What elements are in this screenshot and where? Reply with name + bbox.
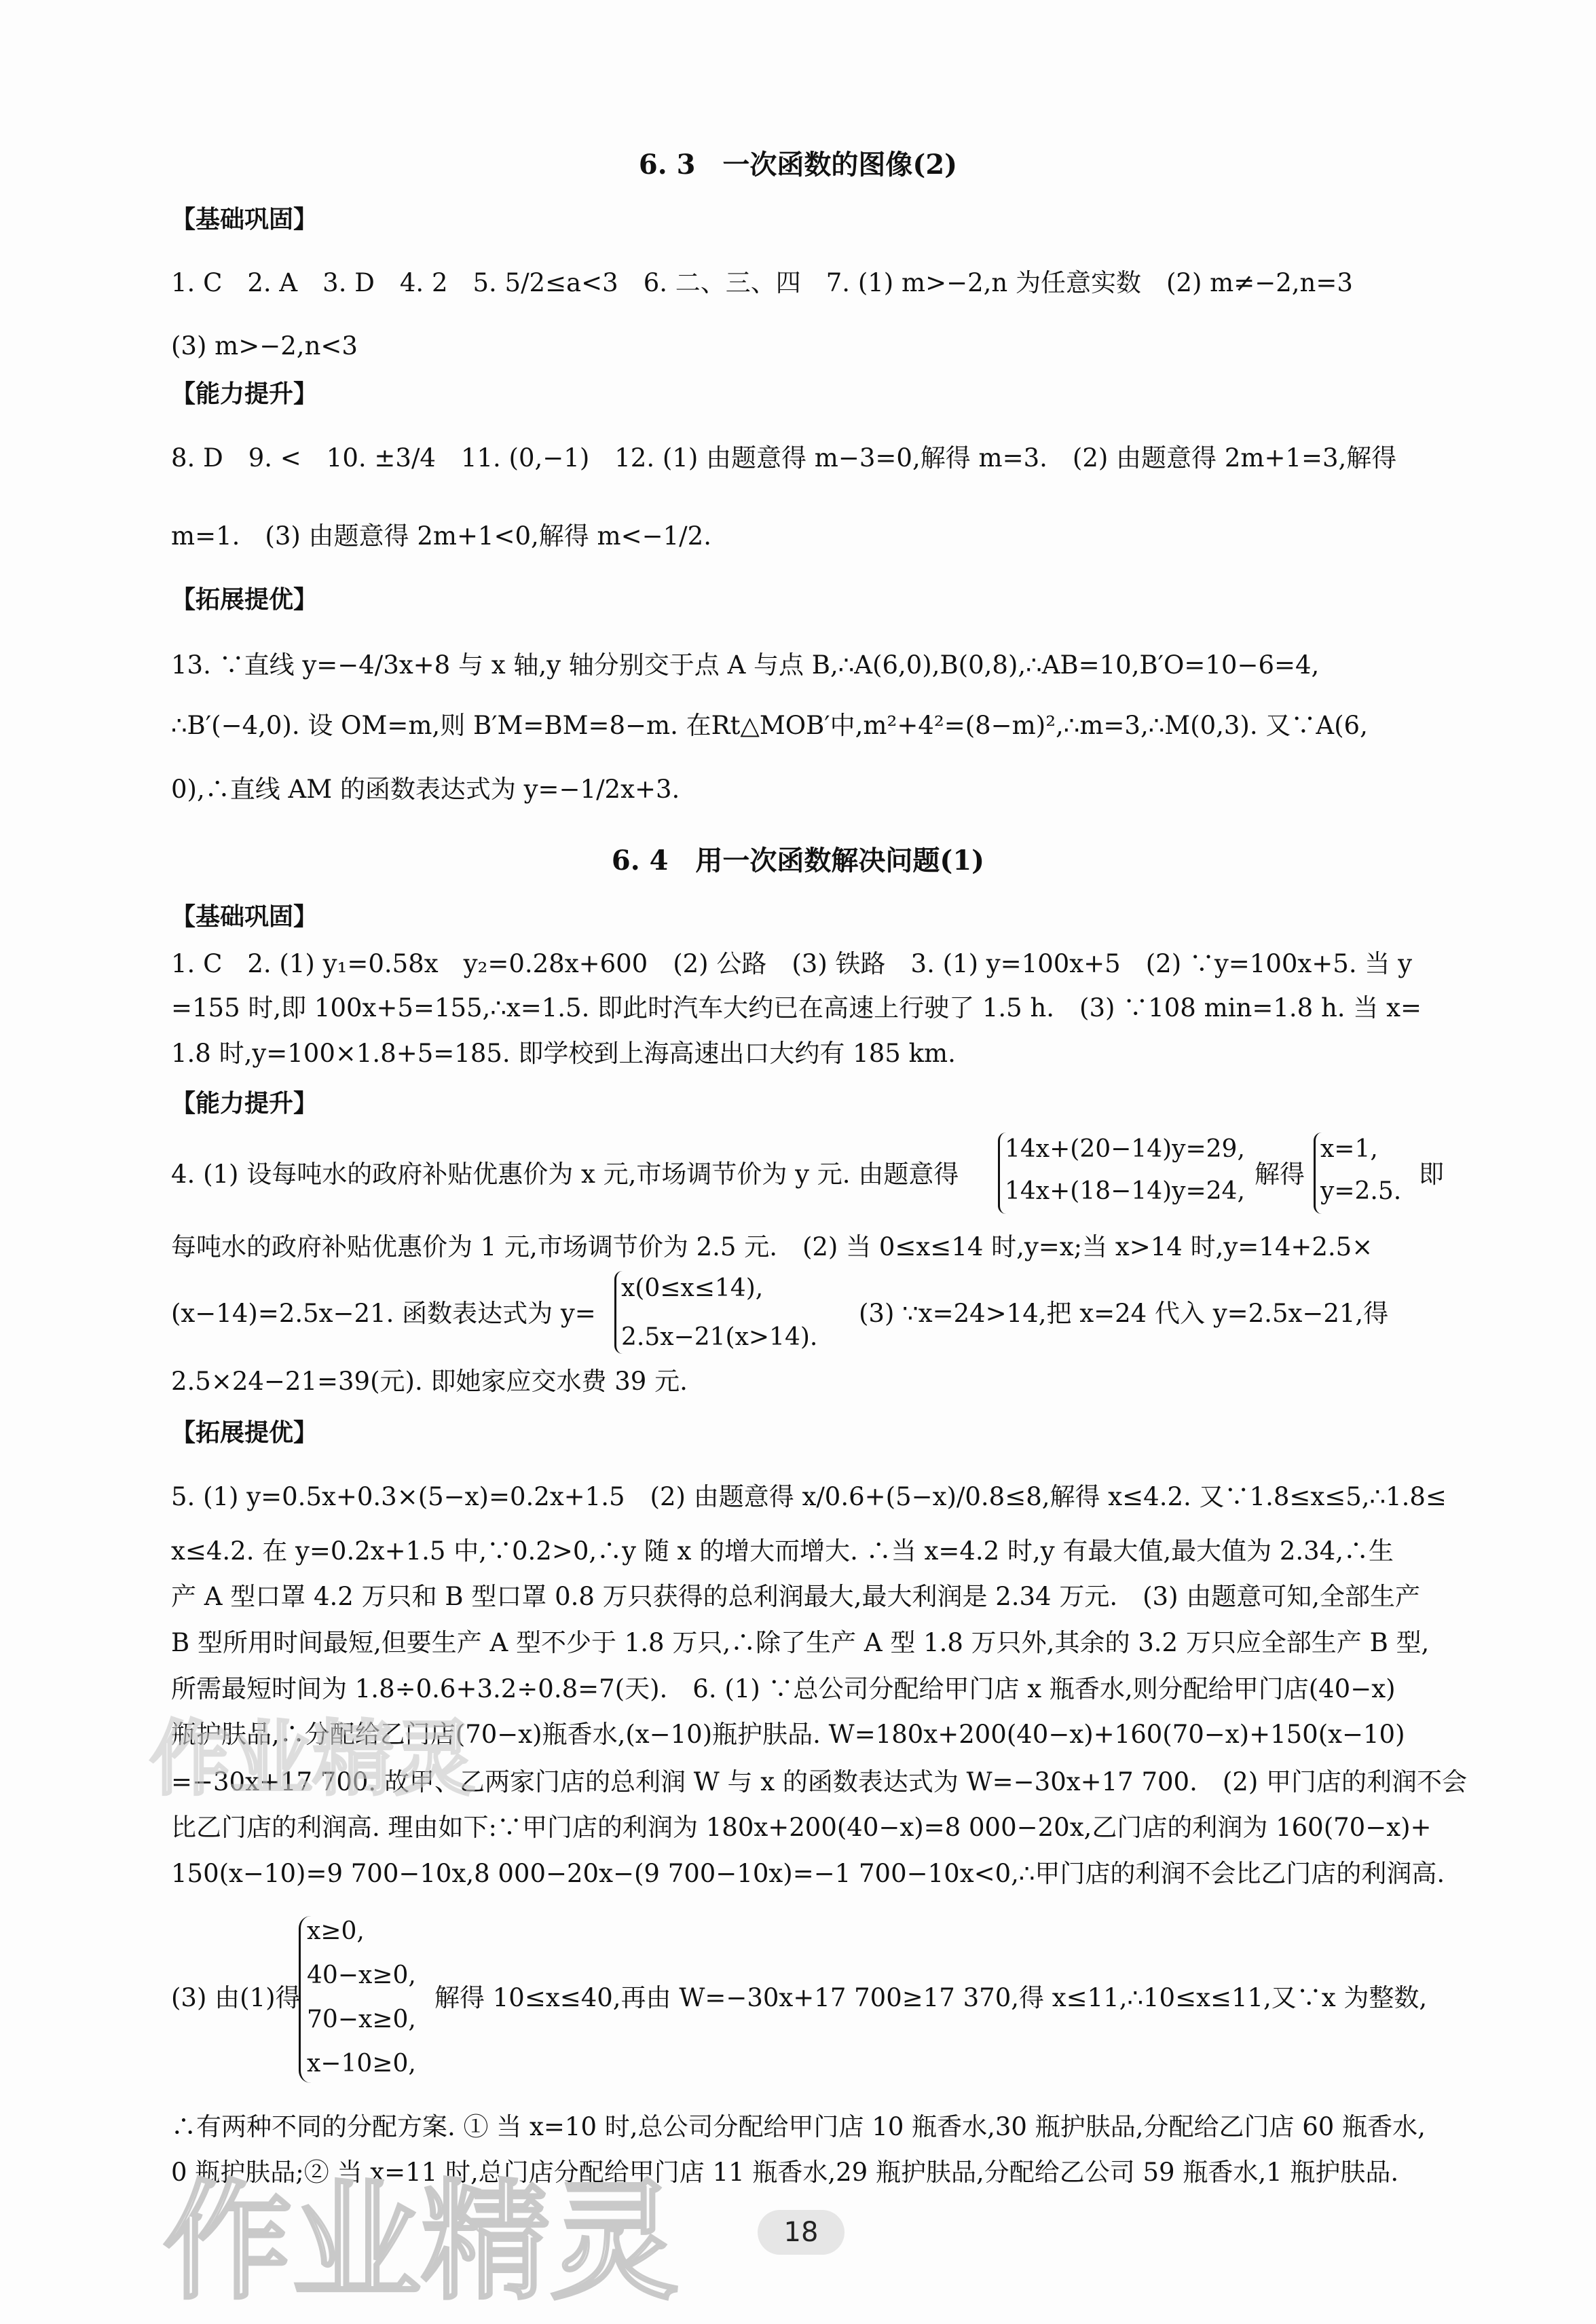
section-title-6-4: 6. 4 用一次函数解决问题(1): [611, 845, 985, 877]
answer-line: 比乙门店的利润高. 理由如下:∵甲门店的利润为 180x+200(40−x)=8 000−20x,乙门店的利润为 160(70−x)+: [171, 1813, 1432, 1842]
answer-line: 150(x−10)=9 700−10x,8 000−20x−(9 700−10x)=−1 700−10x<0,∴甲门店的利润不会比乙门店的利润高.: [171, 1859, 1445, 1888]
section-title-6-3: 6. 3 一次函数的图像(2): [638, 149, 958, 181]
heading-extension: 【拓展提优】: [171, 1418, 318, 1447]
equation: x(0≤x≤14),: [621, 1274, 764, 1302]
answer-line: 每吨水的政府补贴优惠价为 1 元,市场调节价为 2.5 元. (2) 当 0≤x≤14 时,y=x;当 x>14 时,y=14+2.5×: [171, 1232, 1373, 1261]
answer-line: ∴B′(−4,0). 设 OM=m,则 B′M=BM=8−m. 在Rt△MOB′中,m²+4²=(8−m)²,∴m=3,∴M(0,3). 又∵A(6,: [171, 711, 1368, 740]
answer-line: 0),∴直线 AM 的函数表达式为 y=−1/2x+3.: [171, 775, 680, 804]
equation: x=1,: [1320, 1135, 1378, 1163]
text: 解得: [1255, 1160, 1305, 1189]
problem-text: 4. (1) 设每吨水的政府补贴优惠价为 x 元,市场调节价为 y 元. 由题意得: [171, 1160, 959, 1189]
answer-line: 瓶护肤品,∴分配给乙门店(70−x)瓶香水,(x−10)瓶护肤品. W=180x+200(40−x)+160(70−x)+150(x−10): [171, 1720, 1405, 1749]
equation: 14x+(18−14)y=24,: [1005, 1177, 1245, 1205]
equation: y=2.5.: [1320, 1177, 1402, 1205]
text: 即: [1419, 1160, 1444, 1189]
answer-line: (3) 由(1)得: [171, 1983, 301, 2012]
answer-line: 1.8 时,y=100×1.8+5=185. 即学校到上海高速出口大约有 185 km.: [171, 1039, 956, 1068]
answer-line: 1. C 2. A 3. D 4. 2 5. 5/2≤a<3 6. 二、三、四 7. (1) m>−2,n 为任意实数 (2) m≠−2,n=3: [171, 268, 1353, 297]
answer-line: 1. C 2. (1) y₁=0.58x y₂=0.28x+600 (2) 公路 (3) 铁路 3. (1) y=100x+5 (2) ∵y=100x+5. 当 y: [171, 949, 1413, 978]
inequality: 70−x≥0,: [307, 2006, 416, 2033]
watermark: 作业精灵: [149, 1712, 475, 1807]
answer-line: 0 瓶护肤品;② 当 x=11 时,总门店分配给甲门店 11 瓶香水,29 瓶护肤品,分配给乙公司 59 瓶香水,1 瓶护肤品.: [171, 2158, 1399, 2187]
answer-line: =−30x+17 700. 故甲、乙两家门店的总利润 W 与 x 的函数表达式为 W=−30x+17 700. (2) 甲门店的利润不会: [171, 1767, 1468, 1796]
heading-basic: 【基础巩固】: [171, 902, 318, 931]
answer-line: =155 时,即 100x+5=155,∴x=1.5. 即此时汽车大约已在高速上行驶了 1.5 h. (3) ∵108 min=1.8 h. 当 x=: [171, 993, 1422, 1022]
answer-line: 所需最短时间为 1.8÷0.6+3.2÷0.8=7(天). 6. (1) ∵总公司分配给甲门店 x 瓶香水,则分配给甲门店(40−x): [171, 1674, 1396, 1703]
answer-line: ∴有两种不同的分配方案. ① 当 x=10 时,总公司分配给甲门店 10 瓶香水,30 瓶护肤品,分配给乙门店 60 瓶香水,: [171, 2112, 1426, 2141]
answer-line: 解得 10≤x≤40,再由 W=−30x+17 700≥17 370,得 x≤11,∴10≤x≤11,又∵x 为整数,: [434, 1983, 1428, 2012]
answer-line: 产 A 型口罩 4.2 万只和 B 型口罩 0.8 万只获得的总利润最大,最大利润是 2.34 万元. (3) 由题意可知,全部生产: [171, 1582, 1421, 1611]
answer-line: 8. D 9. < 10. ±3/4 11. (0,−1) 12. (1) 由题意得 m−3=0,解得 m=3. (2) 由题意得 2m+1=3,解得: [171, 443, 1397, 473]
inequality: x−10≥0,: [307, 2050, 416, 2078]
answer-line: 13. ∵直线 y=−4/3x+8 与 x 轴,y 轴分别交于点 A 与点 B,∴A(6,0),B(0,8),∴AB=10,B′O=10−6=4,: [171, 650, 1320, 680]
page-number: 18: [758, 2210, 845, 2255]
answer-line: B 型所用时间最短,但要生产 A 型不少于 1.8 万只,∴除了生产 A 型 1.8 万只外,其余的 3.2 万只应全部生产 B 型,: [171, 1628, 1430, 1657]
watermark: 作业精灵: [163, 2167, 680, 2317]
answer-line: x≤4.2. 在 y=0.2x+1.5 中,∵0.2>0,∴y 随 x 的增大而增大. ∴当 x=4.2 时,y 有最大值,最大值为 2.34,∴生: [171, 1536, 1394, 1566]
inequality: 40−x≥0,: [307, 1961, 416, 1989]
answer-line: (x−14)=2.5x−21. 函数表达式为 y=: [171, 1299, 596, 1328]
answer-line: (3) m>−2,n<3: [171, 331, 358, 361]
answer-line: m=1. (3) 由题意得 2m+1<0,解得 m<−1/2.: [171, 521, 711, 551]
inequality: x≥0,: [307, 1917, 365, 1945]
answer-line: 2.5×24−21=39(元). 即她家应交水费 39 元.: [171, 1367, 688, 1396]
answer-line: 5. (1) y=0.5x+0.3×(5−x)=0.2x+1.5 (2) 由题意得 x/0.6+(5−x)/0.8≤8,解得 x≤4.2. 又∵1.8≤x≤5,∴1.8≤: [171, 1482, 1447, 1511]
equation: 2.5x−21(x>14).: [621, 1323, 818, 1351]
heading-basic: 【基础巩固】: [171, 205, 318, 234]
heading-extension: 【拓展提优】: [171, 585, 318, 614]
heading-ability: 【能力提升】: [171, 380, 318, 408]
answer-line: (3) ∵x=24>14,把 x=24 代入 y=2.5x−21,得: [859, 1299, 1389, 1328]
equation: 14x+(20−14)y=29,: [1005, 1135, 1245, 1163]
heading-ability: 【能力提升】: [171, 1089, 318, 1118]
